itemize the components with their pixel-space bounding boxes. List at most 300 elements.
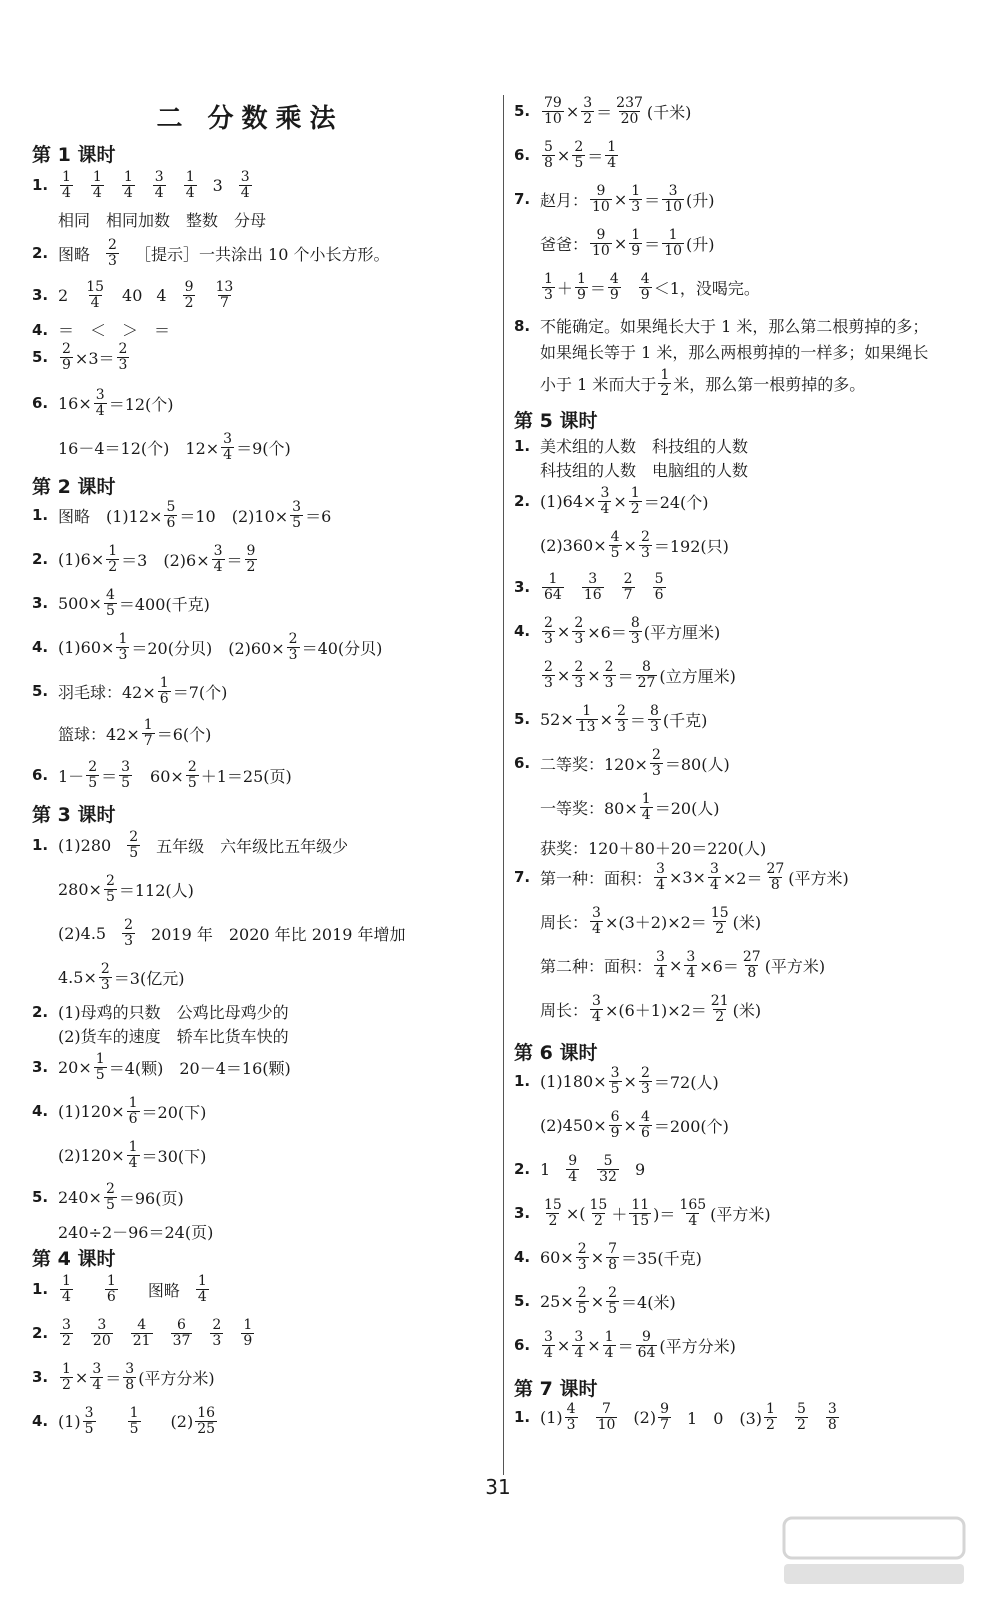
answer-text: ＝96(页)	[118, 1188, 184, 1208]
denominator: 4	[604, 1344, 614, 1361]
denominator: 6	[654, 586, 664, 603]
fraction	[622, 572, 635, 602]
answer-text: 25×	[540, 1291, 574, 1311]
denominator: 64	[637, 1344, 656, 1361]
numerator: 2	[100, 961, 110, 977]
answer-text: (1)180×	[540, 1071, 607, 1091]
denominator: 2	[108, 558, 118, 575]
denominator: 7	[623, 586, 633, 603]
numerator: 1	[62, 169, 71, 185]
numerator: 1	[544, 271, 553, 287]
answer-text: ＜1，没喝完。	[653, 278, 760, 298]
answer-text: 周长：	[540, 1000, 589, 1020]
question-number: 3.	[32, 1368, 49, 1387]
numerator: 1	[766, 1401, 775, 1417]
fraction	[542, 1198, 564, 1228]
answer-text: ×	[668, 955, 683, 975]
question-number: 5.	[514, 1292, 531, 1311]
answer-text: ×	[590, 1247, 605, 1267]
denominator: 8	[747, 964, 757, 981]
denominator: 5	[129, 844, 139, 861]
answer-text: ＝	[587, 146, 604, 166]
answer-line	[540, 530, 729, 560]
answer-line	[58, 962, 184, 992]
denominator: 3	[288, 646, 298, 663]
answer-text: ＝ ＜ ＞ ＝	[58, 321, 171, 340]
denominator: 6	[640, 1124, 650, 1141]
denominator: 3	[577, 1256, 587, 1273]
answer-text: ＝9(个)	[236, 438, 291, 458]
answer-text: (千米)	[646, 102, 692, 122]
fraction	[636, 1330, 658, 1360]
answer-line	[32, 318, 170, 341]
answer-line	[540, 906, 761, 936]
answer-text: 4.5×	[58, 967, 97, 987]
answer-text: ×	[565, 101, 580, 121]
fraction	[662, 228, 684, 258]
answer-line	[32, 1182, 184, 1212]
numerator: 1	[128, 1139, 138, 1155]
answer-text: 周长：	[540, 912, 589, 932]
question-number: 5.	[32, 682, 49, 701]
numerator: 3	[92, 1361, 102, 1377]
denominator: 4	[709, 876, 719, 893]
answer-text: 爸爸：	[540, 234, 589, 254]
fraction	[104, 1182, 117, 1212]
fraction	[614, 96, 645, 126]
answer-text: (升)	[686, 190, 715, 210]
question-number: 2.	[32, 1002, 49, 1021]
answer-text: ×	[613, 491, 627, 511]
answer-text: 52×	[540, 709, 574, 729]
question-number: 1.	[514, 1408, 531, 1427]
fraction	[609, 530, 622, 560]
answer-text: ×	[623, 1115, 637, 1135]
numerator: 2	[108, 237, 117, 253]
denominator: 3	[631, 198, 641, 215]
numerator: 2	[640, 529, 650, 545]
fraction	[590, 994, 603, 1024]
answer-text: ×	[556, 145, 571, 165]
denominator: 8	[770, 876, 780, 893]
denominator: 2	[583, 110, 593, 127]
answer-text: ×3＝	[74, 348, 115, 368]
fraction	[572, 140, 585, 170]
fraction	[212, 544, 225, 574]
numerator: 1	[668, 227, 678, 243]
answer-text: 20×	[58, 1057, 92, 1077]
answer-line	[514, 616, 720, 646]
denominator: 4	[197, 1288, 207, 1305]
fraction	[186, 760, 199, 790]
numerator: 1	[604, 1329, 614, 1345]
answer-line	[32, 500, 331, 530]
fraction	[639, 1066, 652, 1096]
answer-text: ＝20(下)	[141, 1102, 207, 1122]
denominator: 10	[544, 110, 562, 127]
numerator: 2	[105, 873, 115, 889]
answer-text: (1)	[58, 1411, 81, 1431]
fraction	[84, 280, 106, 310]
fraction	[608, 272, 621, 302]
fraction	[709, 994, 731, 1024]
denominator: 5	[95, 1066, 105, 1083]
numerator: 3	[121, 759, 131, 775]
denominator: 5	[88, 774, 98, 791]
denominator: 4	[592, 1008, 601, 1025]
fraction	[576, 704, 598, 734]
denominator: 7	[143, 732, 153, 749]
fraction	[116, 632, 129, 662]
denominator: 4	[688, 1212, 698, 1229]
denominator: 2	[766, 1416, 775, 1433]
numerator: 3	[574, 1329, 584, 1345]
fraction	[565, 1402, 578, 1432]
fraction	[105, 1274, 118, 1304]
answer-text: ＝3 (2)6×	[121, 550, 210, 570]
answer-text: ＋	[611, 1204, 628, 1224]
question-number: 8.	[514, 316, 531, 335]
answer-text: (立方厘米)	[659, 666, 736, 686]
answer-text: (平方分米)	[659, 1336, 736, 1356]
answer-text: ×	[623, 1071, 637, 1091]
numerator: 165	[679, 1197, 707, 1213]
numerator: 3	[709, 861, 719, 877]
answer-line: 科技组的人数 电脑组的人数	[540, 461, 749, 480]
fraction	[290, 500, 303, 530]
denominator: 9	[62, 356, 71, 373]
answer-text: ×2＝	[722, 868, 763, 888]
denominator: 10	[592, 198, 610, 215]
answer-text: (2)360×	[540, 535, 607, 555]
denominator: 3	[651, 762, 661, 779]
answer-text: ×	[556, 665, 571, 685]
answer-text: 2019 年 2020 年比 2019 年增加	[151, 924, 406, 944]
question-number: 7.	[514, 190, 531, 209]
question-number: 1.	[514, 436, 531, 455]
denominator: 4	[592, 920, 601, 937]
answer-line	[540, 792, 720, 822]
denominator: 3	[544, 286, 553, 303]
numerator: 1	[197, 1273, 207, 1289]
numerator: 2	[623, 571, 633, 587]
denominator: 5	[187, 774, 197, 791]
lesson-heading: 第 7 课时	[514, 1378, 598, 1400]
answer-line	[32, 544, 259, 574]
numerator: 9	[660, 1401, 670, 1417]
fraction	[572, 616, 585, 646]
question-number: 2.	[514, 1160, 531, 1179]
answer-text: 3	[212, 175, 223, 195]
answer-text: (1)	[540, 1407, 563, 1427]
denominator: 4	[656, 876, 665, 893]
fraction	[764, 1402, 777, 1432]
answer-text: (2)	[633, 1407, 657, 1427]
answer-line	[32, 588, 210, 618]
answer-line	[32, 280, 237, 310]
fraction	[590, 184, 612, 214]
lesson-heading: 第 2 课时	[32, 476, 116, 498]
fraction	[94, 1052, 107, 1082]
answer-text: 500×	[58, 593, 102, 613]
answer-text: (2)4.5	[58, 923, 107, 943]
question-number: 4.	[32, 1102, 49, 1121]
lesson-heading: 第 4 课时	[32, 1248, 116, 1270]
denominator: 6	[106, 1288, 116, 1305]
denominator: 2	[593, 1212, 603, 1229]
denominator: 4	[600, 500, 610, 517]
answer-text: ＝20(分贝) (2)60×	[131, 638, 285, 658]
denominator: 3	[100, 976, 110, 993]
denominator: 2	[184, 294, 194, 311]
fraction	[590, 228, 612, 258]
numerator: 4	[137, 1317, 147, 1333]
denominator: 2	[62, 1376, 71, 1393]
fraction	[826, 1402, 839, 1432]
denominator: 5	[574, 154, 584, 171]
numerator: 1	[576, 271, 586, 287]
answer-line	[540, 994, 761, 1024]
answer-line	[32, 830, 348, 860]
question-number: 3.	[32, 1058, 49, 1077]
denominator: 4	[185, 184, 195, 201]
denominator: 4	[213, 558, 223, 575]
answer-line	[32, 1000, 289, 1023]
fraction	[287, 632, 300, 662]
answer-text: 不能确定。如果绳长大于 1 米，那么第二根剪掉的多；	[540, 317, 929, 336]
denominator: 2	[62, 1332, 71, 1349]
answer-line	[514, 314, 928, 337]
denominator: 4	[568, 1168, 578, 1185]
fraction	[60, 1318, 73, 1348]
answer-text: ＝24(个)	[643, 492, 709, 512]
answer-line	[514, 1066, 719, 1096]
fraction	[658, 1402, 671, 1432]
numerator: 2	[544, 659, 553, 675]
numerator: 8	[649, 703, 659, 719]
answer-line	[58, 1140, 206, 1170]
denominator: 9	[243, 1332, 253, 1349]
numerator: 9	[596, 227, 606, 243]
answer-line	[32, 170, 254, 200]
fraction	[142, 718, 155, 748]
denominator: 3	[108, 252, 117, 269]
fraction	[596, 1402, 618, 1432]
fraction	[662, 184, 684, 214]
denominator: 37	[172, 1332, 191, 1349]
fraction	[83, 1406, 96, 1436]
numerator: 3	[84, 1405, 94, 1421]
question-number: 5.	[32, 1188, 49, 1207]
question-number: 6.	[514, 754, 531, 773]
denominator: 3	[566, 1416, 576, 1433]
numerator: 1	[143, 717, 153, 733]
answer-text: ＝	[644, 234, 661, 254]
answer-text: ＝4(颗) 20－4＝16(颗)	[108, 1058, 291, 1078]
answer-line	[58, 432, 291, 462]
numerator: 15	[544, 1197, 562, 1213]
denominator: 4	[92, 184, 102, 201]
numerator: 3	[583, 95, 593, 111]
fraction	[196, 1274, 209, 1304]
denominator: 3	[649, 718, 659, 735]
answer-text: ×(3＋2)×2＝	[604, 912, 707, 932]
numerator: 4	[105, 587, 115, 603]
answer-text: ＝192(只)	[653, 536, 729, 556]
fraction	[629, 184, 642, 214]
answer-text: ＝30(下)	[141, 1146, 207, 1166]
denominator: 5	[105, 1196, 115, 1213]
numerator: 11	[631, 1197, 650, 1213]
numerator: 1	[631, 227, 641, 243]
denominator: 2	[715, 1008, 725, 1025]
answer-text: ×(	[565, 1203, 586, 1223]
answer-text: (2)120×	[58, 1145, 125, 1165]
denominator: 10	[664, 242, 683, 259]
numerator: 3	[827, 1401, 837, 1417]
question-number: 2.	[32, 550, 49, 569]
numerator: 2	[118, 341, 128, 357]
answer-text: ＋1＝25(页)	[200, 766, 292, 786]
answer-line	[32, 1362, 215, 1392]
numerator: 1	[106, 1273, 116, 1289]
answer-line	[32, 1318, 256, 1348]
denominator: 4	[544, 1344, 553, 1361]
denominator: 2	[660, 382, 670, 399]
fraction	[603, 1330, 616, 1360]
answer-line	[514, 704, 707, 734]
fraction	[575, 272, 588, 302]
answer-line: 如果绳长等于 1 米，那么两根剪掉的一样多；如果绳长	[540, 343, 929, 362]
answer-text: ＝80(人)	[664, 754, 730, 774]
denominator: 9	[631, 242, 641, 259]
numerator: 3	[125, 1361, 135, 1377]
numerator: 1	[548, 571, 558, 587]
answer-text: ＝4(米)	[621, 1292, 676, 1312]
numerator: 2	[608, 1285, 618, 1301]
answer-text: ＝	[596, 102, 613, 122]
denominator: 3	[640, 544, 650, 561]
fraction	[709, 906, 731, 936]
question-number: 1.	[32, 836, 49, 855]
question-number: 2.	[32, 244, 49, 263]
answer-line	[514, 434, 748, 457]
question-number: 4.	[514, 1248, 531, 1267]
numerator: 13	[215, 279, 234, 295]
answer-line	[32, 632, 382, 662]
answer-text: ［提示］一共涂出 10 个小长方形。	[134, 244, 390, 264]
answer-line	[540, 368, 865, 398]
answer-text: 一等奖：80×	[540, 798, 638, 818]
numerator: 9	[568, 1153, 578, 1169]
answer-text: ＝3(亿元)	[113, 968, 185, 988]
answer-text: 2	[58, 285, 69, 305]
answer-line	[32, 388, 174, 418]
answer-line	[514, 1330, 736, 1360]
numerator: 21	[710, 993, 729, 1009]
numerator: 9	[246, 543, 256, 559]
answer-line	[514, 486, 709, 516]
fraction	[542, 96, 564, 126]
answer-text: (1)120×	[58, 1101, 125, 1121]
numerator: 1	[123, 169, 133, 185]
numerator: 2	[187, 759, 197, 775]
denominator: 2	[548, 1212, 558, 1229]
answer-text: 羽毛球：42×	[58, 682, 156, 702]
numerator: 1	[95, 1051, 105, 1067]
denominator: 7	[219, 294, 229, 311]
numerator: 3	[656, 949, 665, 965]
answer-line: 相同 相同加数 整数 分母	[58, 211, 267, 230]
numerator: 2	[288, 631, 298, 647]
numerator: 1	[62, 1273, 71, 1289]
answer-text: (平方厘米)	[643, 622, 721, 642]
answer-text: 图略	[147, 1280, 180, 1300]
answer-line	[32, 1052, 291, 1082]
numerator: 1	[62, 1361, 71, 1377]
fraction	[572, 660, 585, 690]
denominator: 10	[664, 198, 683, 215]
denominator: 5	[610, 544, 620, 561]
fraction	[213, 280, 235, 310]
answer-text: ＝7(个)	[172, 682, 228, 702]
answer-line	[540, 272, 760, 302]
answer-text: (千克)	[662, 710, 708, 730]
fraction	[741, 950, 763, 980]
denominator: 6	[166, 514, 176, 531]
fraction	[106, 238, 119, 268]
answer-text: 米，那么第一根剪掉的多。	[673, 374, 866, 394]
fraction	[90, 1362, 103, 1392]
fraction	[542, 572, 564, 602]
numerator: 2	[129, 829, 139, 845]
answer-text: ×	[590, 1291, 605, 1311]
fraction	[106, 544, 119, 574]
answer-text: (1)60×	[58, 637, 115, 657]
numerator: 2	[574, 659, 584, 675]
answer-text: ×	[623, 535, 637, 555]
denominator: 9	[610, 1124, 620, 1141]
denominator: 3	[574, 630, 584, 647]
fraction	[566, 1154, 579, 1184]
numerator: 1	[630, 485, 640, 501]
question-number: 4.	[514, 622, 531, 641]
answer-text: 4	[156, 285, 167, 305]
fraction	[171, 1318, 193, 1348]
denominator: 7	[660, 1416, 670, 1433]
answer-text: (2)450×	[540, 1115, 607, 1135]
denominator: 3	[544, 674, 553, 691]
numerator: 1	[159, 675, 169, 691]
answer-text: ＝400(千克)	[118, 594, 210, 614]
numerator: 3	[668, 183, 678, 199]
numerator: 3	[544, 1329, 553, 1345]
answer-text: 赵月：	[540, 190, 589, 210]
fraction	[184, 170, 197, 200]
denominator: 5	[608, 1300, 618, 1317]
denominator: 4	[62, 184, 71, 201]
answer-line	[32, 676, 227, 706]
fraction	[640, 792, 653, 822]
fraction	[603, 660, 616, 690]
answer-line	[514, 572, 668, 602]
numerator: 3	[686, 949, 696, 965]
denominator: 3	[124, 932, 134, 949]
answer-line	[514, 748, 730, 778]
answer-text: ＝40(分贝)	[301, 638, 383, 658]
answer-line	[32, 1096, 206, 1126]
fraction	[653, 572, 666, 602]
